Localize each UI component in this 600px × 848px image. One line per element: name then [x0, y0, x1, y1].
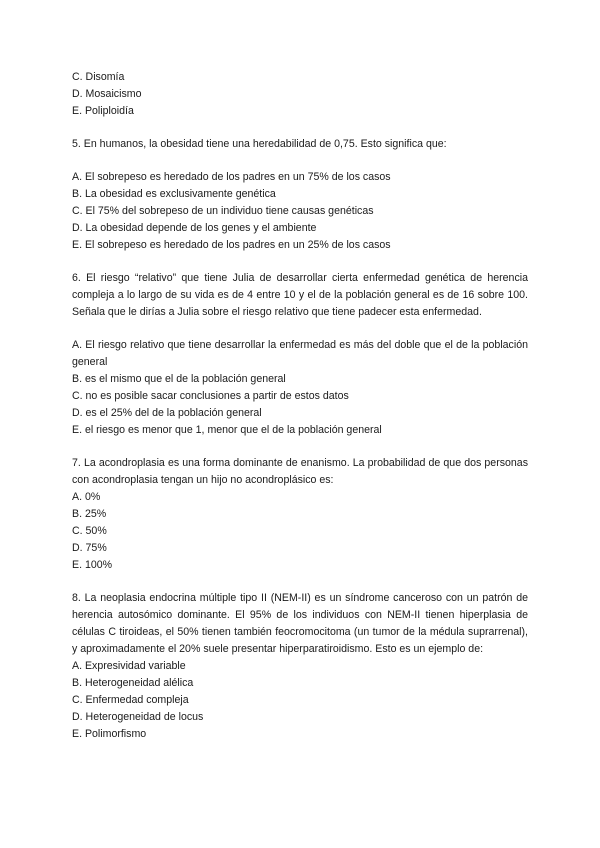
page-content: [72, 69, 528, 743]
option-d: D. 75%: [72, 542, 107, 554]
question-5: [72, 136, 528, 254]
option-c: C. no es posible sacar conclusiones a partir de estos datos: [72, 390, 349, 402]
option-e: E. El sobrepeso es heredado de los padres en un 25% de los casos: [72, 239, 391, 251]
question-7: [72, 455, 528, 574]
previous-question-options: [72, 69, 528, 120]
option-b: B. Heterogeneidad alélica: [72, 677, 194, 689]
option-c: C. Disomía: [72, 71, 125, 83]
question-8: [72, 590, 528, 743]
option-d: D. La obesidad depende de los genes y el ambiente: [72, 222, 317, 234]
option-d: D. Heterogeneidad de locus: [72, 711, 204, 723]
option-d: D. es el 25% del de la población general: [72, 407, 262, 419]
option-e: E. el riesgo es menor que 1, menor que el de la población general: [72, 424, 382, 436]
option-a: A. El riesgo relativo que tiene desarrollar la enfermedad es más del doble que el de la población general: [72, 339, 528, 368]
option-a: A. 0%: [72, 491, 101, 503]
option-e: E. Polimorfismo: [72, 728, 147, 740]
option-e: E. Poliploidía: [72, 105, 134, 117]
option-c: C. Enfermedad compleja: [72, 694, 189, 706]
option-c: C. 50%: [72, 525, 107, 537]
question-6: [72, 270, 528, 439]
option-a: A. El sobrepeso es heredado de los padres en un 75% de los casos: [72, 171, 391, 183]
option-d: D. Mosaicismo: [72, 88, 142, 100]
option-b: B. es el mismo que el de la población general: [72, 373, 286, 385]
option-a: A. Expresividad variable: [72, 660, 186, 672]
option-e: E. 100%: [72, 559, 113, 571]
question-stem: 6. El riesgo “relativo” que tiene Julia de desarrollar cierta enfermedad genética de herencia compleja a lo largo de su vida es de 4 entre 10 y el de la población general es de 16 sobre 100. Señala que le dirías a Julia sobre el riesgo relativo que tiene padecer esta enfermedad.: [72, 272, 528, 318]
question-stem: 7. La acondroplasia es una forma dominante de enanismo. La probabilidad de que dos personas con acondroplasia tengan un hijo no acondroplásico es:: [72, 457, 528, 486]
option-b: B. La obesidad es exclusivamente genética: [72, 188, 276, 200]
question-stem: 5. En humanos, la obesidad tiene una heredabilidad de 0,75. Esto significa que:: [72, 138, 447, 150]
option-c: C. El 75% del sobrepeso de un individuo tiene causas genéticas: [72, 205, 374, 217]
question-stem: 8. La neoplasia endocrina múltiple tipo II (NEM-II) es un síndrome canceroso con un patrón de herencia autosómico dominante. El 95% de los individuos con NEM-II tienen hiperplasia de células C tiroideas, el 50% tienen también feocromocitoma (un tumor de la médula suprarrenal), y aproximadamente el 20% suele presentar hiperparatiroidismo. Esto es un ejemplo de:: [72, 592, 528, 655]
option-b: B. 25%: [72, 508, 107, 520]
